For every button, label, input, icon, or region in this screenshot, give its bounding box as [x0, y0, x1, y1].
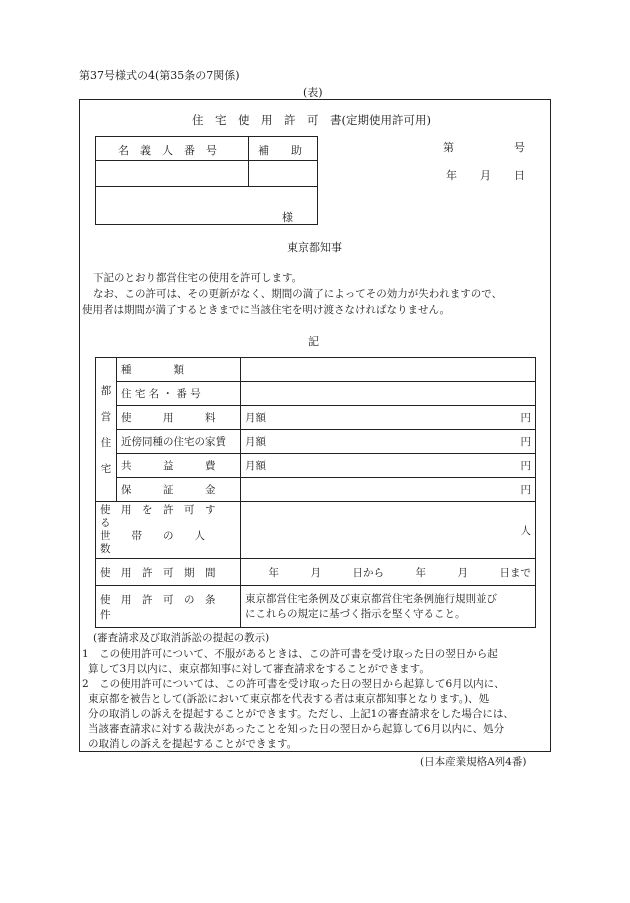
- body-line-3: 使用者は期間が満了するときまでに当該住宅を明け渡さなければなりません。: [82, 304, 451, 316]
- row-joken-label: 使 用 許 可 の 条 件: [96, 586, 241, 628]
- ki-label: 記: [308, 335, 319, 348]
- housing-group-label: 都 営 住 宅: [96, 358, 117, 502]
- row-shiyoryo-value: 月額 円: [241, 406, 536, 430]
- number-go: 号: [514, 141, 525, 154]
- body-line-2: なお、この許可は、その更新がなく、期間の満了によってその効力が失われますので、: [93, 288, 503, 300]
- form-code: 第37号様式の4(第35条の7関係): [79, 69, 240, 82]
- row-kyoeki-label: 共 益 費: [117, 454, 241, 478]
- row-hoshokin-value: 円: [241, 478, 536, 502]
- row-hoshokin-label: 保 証 金: [117, 478, 241, 502]
- row-shiyoryo-label: 使 用 料: [117, 406, 241, 430]
- date-day: 日: [514, 169, 525, 182]
- row-kikan-value: 年 月 日から 年 月 日まで: [241, 559, 536, 586]
- name-number-header: 名 義 人 番 号: [118, 144, 217, 157]
- recipient-suffix: 様: [282, 211, 293, 224]
- row-shurui-value: [241, 358, 536, 382]
- issuer: 東京都知事: [287, 241, 342, 254]
- notice-2-line-5: の取消しの訴えを提起することができます。: [88, 738, 298, 750]
- footer-spec: (日本産業規格A列4番): [420, 756, 527, 768]
- notice-1-line-2: 算して3月以内に、東京都知事に対して審査請求をすることができます。: [88, 663, 430, 675]
- row-kinbo-value: 月額 円: [241, 430, 536, 454]
- notice-2-line-1: 2 この使用許可については、この許可書を受け取った日の翌日から起算して6月以内に、: [82, 678, 505, 690]
- row-setai-label: 使 用 を 許 可 す る 世 帯 の 人 数: [96, 502, 241, 559]
- notice-2-line-2: 東京都を被告として(訴訟において東京都を代表する者は東京都知事となります。)、処: [88, 693, 490, 705]
- row-kinbo-label: 近傍同種の住宅の家賃: [117, 430, 241, 454]
- supplement-header: 補 助: [258, 144, 302, 157]
- row-setai-value: 人: [241, 502, 536, 559]
- row-shurui-label: 種 類: [117, 358, 241, 382]
- notice-2-line-4: 当該審査請求に対する裁決があったことを知った日の翌日から起算して6月以内に、処分: [88, 723, 505, 735]
- number-dai: 第: [443, 141, 454, 154]
- notice-1-line-1: 1 この使用許可について、不服があるときは、この許可書を受け取った日の翌日から起: [82, 648, 498, 660]
- row-kyoeki-value: 月額 円: [241, 454, 536, 478]
- row-kikan-label: 使 用 許 可 期 間: [96, 559, 241, 586]
- row-jutaku-label: 住 宅 名 ・ 番 号: [117, 382, 241, 406]
- date-year: 年: [446, 169, 457, 182]
- row-joken-value: 東京都営住宅条例及び東京都営住宅条例施行規則並び にこれらの規定に基づく指示を堅く守ること。: [241, 586, 536, 628]
- document-title: 住 宅 使 用 許 可 書(定期使用許可用): [192, 113, 431, 127]
- row-jutaku-value: [241, 382, 536, 406]
- body-line-1: 下記のとおり都営住宅の使用を許可します。: [93, 272, 303, 284]
- side-label: (表): [303, 86, 323, 99]
- details-table: [95, 357, 536, 628]
- notice-2-line-3: 分の取消しの訴えを提起することができます。ただし、上記1の審査請求をした場合には、: [88, 708, 514, 720]
- notice-title: (審査請求及び取消訴訟の提起の教示): [93, 632, 270, 644]
- date-month: 月: [480, 169, 491, 182]
